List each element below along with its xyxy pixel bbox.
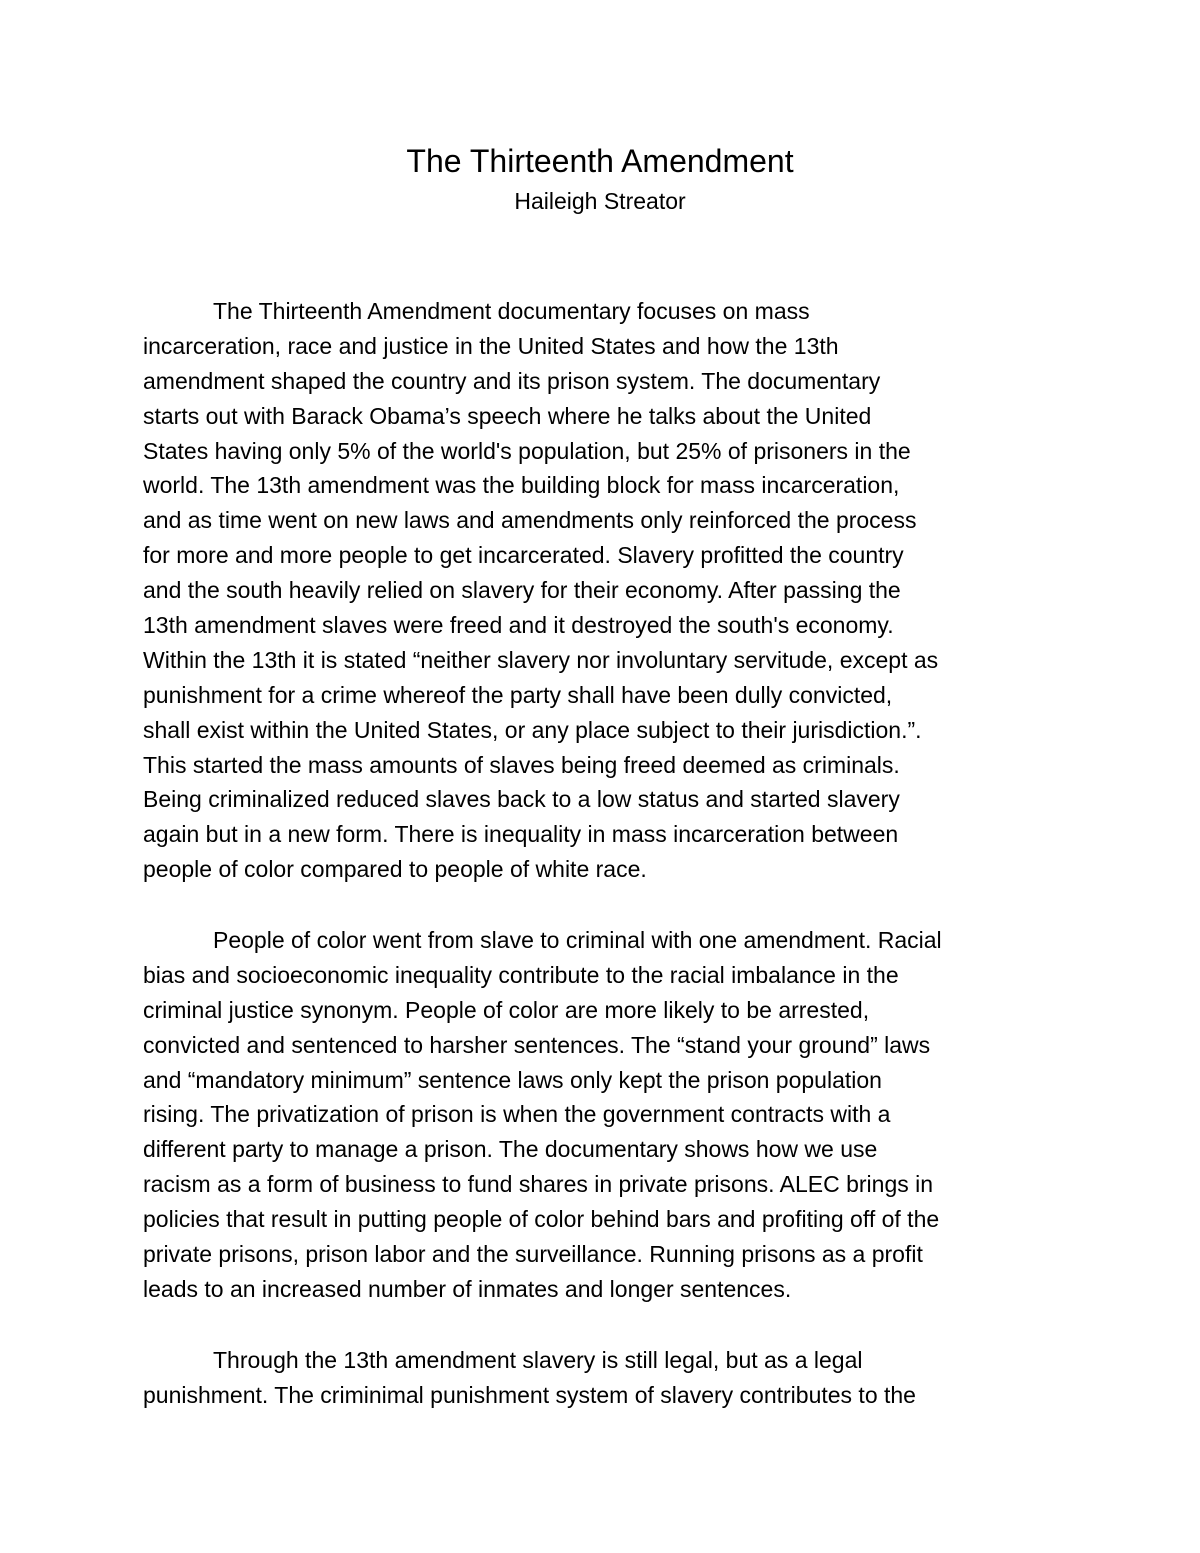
paragraph-line: This started the mass amounts of slaves being freed deemed as criminals. xyxy=(143,751,900,778)
paragraph-line: punishment for a crime whereof the party shall have been dully convicted, xyxy=(143,681,893,708)
paragraph-line: criminal justice synonym. People of color are more likely to be arrested, xyxy=(143,996,870,1023)
paragraph-line: and “mandatory minimum” sentence laws only kept the prison population xyxy=(143,1066,882,1093)
paragraph-line: private prisons, prison labor and the surveillance. Running prisons as a profit xyxy=(143,1241,923,1268)
paragraph-line: People of color went from slave to criminal with one amendment. Racial xyxy=(213,927,942,953)
paragraph-line: States having only 5% of the world's population, but 25% of prisoners in the xyxy=(143,437,911,464)
paragraph-line: convicted and sentenced to harsher sentences. The “stand your ground” laws xyxy=(143,1031,931,1058)
paragraph-line: leads to an increased number of inmates and longer sentences. xyxy=(143,1275,792,1302)
paragraph-line: bias and socioeconomic inequality contribute to the racial imbalance in the xyxy=(143,961,899,988)
paragraph-line: policies that result in putting people of color behind bars and profiting off of the xyxy=(143,1206,940,1233)
paragraph-line: rising. The privatization of prison is when the government contracts with a xyxy=(143,1101,891,1128)
paragraph-line: for more and more people to get incarcerated. Slavery profitted the country xyxy=(143,542,904,569)
paragraph-line: world. The 13th amendment was the building block for mass incarceration, xyxy=(143,472,900,499)
paragraph-line: and the south heavily relied on slavery for their economy. After passing the xyxy=(143,577,901,604)
paragraph-line: punishment. The criminimal punishment system of slavery contributes to the xyxy=(143,1381,916,1408)
paragraph-line: 13th amendment slaves were freed and it destroyed the south's economy. xyxy=(143,612,894,639)
paragraph-line: people of color compared to people of white race. xyxy=(143,856,647,883)
paragraph-line: different party to manage a prison. The documentary shows how we use xyxy=(143,1136,878,1163)
body-paragraph-2 xyxy=(143,923,1083,1307)
author-name: Haileigh Streator xyxy=(514,188,686,214)
document-title: The Thirteenth Amendment xyxy=(406,143,794,179)
body-paragraph-1 xyxy=(143,294,1083,887)
paragraph-line: incarceration, race and justice in the United States and how the 13th xyxy=(143,332,839,359)
paragraph-line: again but in a new form. There is inequality in mass incarceration between xyxy=(143,821,899,848)
paragraph-line: Within the 13th it is stated “neither slavery nor involuntary servitude, except as xyxy=(143,646,939,673)
paragraph-line: and as time went on new laws and amendments only reinforced the process xyxy=(143,507,917,534)
body-paragraph-3 xyxy=(143,1343,1083,1413)
paragraph-line: The Thirteenth Amendment documentary focuses on mass xyxy=(213,298,810,324)
paragraph-line: shall exist within the United States, or any place subject to their jurisdiction.”. xyxy=(143,716,922,743)
paragraph-line: Being criminalized reduced slaves back to a low status and started slavery xyxy=(143,786,900,813)
paragraph-line: Through the 13th amendment slavery is still legal, but as a legal xyxy=(213,1347,863,1373)
paragraph-line: racism as a form of business to fund shares in private prisons. ALEC brings in xyxy=(143,1171,934,1198)
paragraph-line: starts out with Barack Obama’s speech where he talks about the United xyxy=(143,402,872,429)
paragraph-line: amendment shaped the country and its prison system. The documentary xyxy=(143,367,881,394)
